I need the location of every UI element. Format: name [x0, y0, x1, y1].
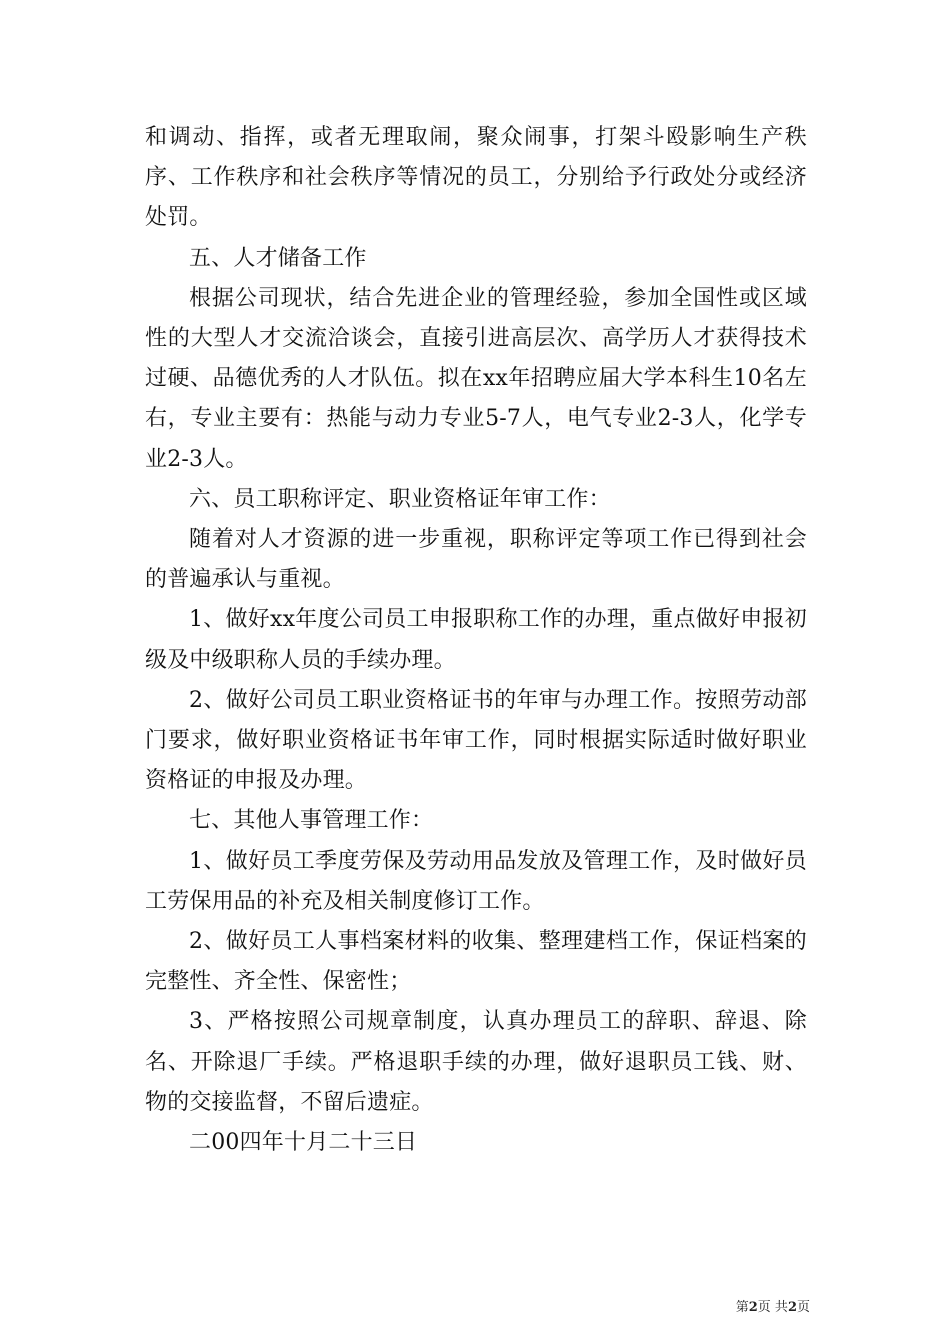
paragraph: 1、做好xx年度公司员工申报职称工作的办理，重点做好申报初级及中级职称人员的手续办理。: [145, 607, 807, 673]
paragraph: 3、严格按照公司规章制度，认真办理员工的辞职、辞退、除名、开除退厂手续。严格退职手续的办理，做好退职员工钱、财、物的交接监督，不留后遗症。: [145, 1009, 807, 1115]
total-pages-number: 2: [787, 1300, 797, 1315]
paragraph: 七、其他人事管理工作：: [189, 808, 434, 834]
current-page-number: 2: [748, 1300, 758, 1315]
paragraph: 六、员工职称评定、职业资格证年审工作：: [189, 486, 611, 512]
footer-suffix: 页: [796, 1300, 810, 1315]
paragraph: 2、做好员工人事档案材料的收集、整理建档工作，保证档案的完整性、齐全性、保密性；: [145, 929, 807, 995]
paragraph: 根据公司现状，结合先进企业的管理经验，参加全国性或区域性的大型人才交流洽谈会，直接引进高层次、高学历人才获得技术过硬、品德优秀的人才队伍。拟在xx年招聘应届大学本科生10名左右，专业主要有：热能与动力专业5-7人，电气专业2-3人，化学专业2-3人。: [145, 285, 807, 472]
paragraph: 和调动、指挥，或者无理取闹，聚众闹事，打架斗殴影响生产秩序、工作秩序和社会秩序等情况的员工，分别给予行政处分或经济处罚。: [145, 125, 807, 231]
paragraph: 随着对人才资源的进一步重视，职称评定等项工作已得到社会的普遍承认与重视。: [145, 527, 807, 593]
page-footer: [700, 1300, 810, 1316]
footer-middle: 页 共: [757, 1300, 788, 1315]
footer-prefix: 第: [735, 1300, 749, 1315]
paragraph: 二00四年十月二十三日: [189, 1130, 418, 1156]
paragraph: 1、做好员工季度劳保及劳动用品发放及管理工作，及时做好员工劳保用品的补充及相关制度修订工作。: [145, 848, 807, 914]
paragraph: 五、人才储备工作: [189, 245, 367, 271]
paragraph: 2、做好公司员工职业资格证书的年审与办理工作。按照劳动部门要求，做好职业资格证书年审工作，同时根据实际适时做好职业资格证的申报及办理。: [145, 687, 807, 794]
document-body: [145, 118, 807, 1163]
